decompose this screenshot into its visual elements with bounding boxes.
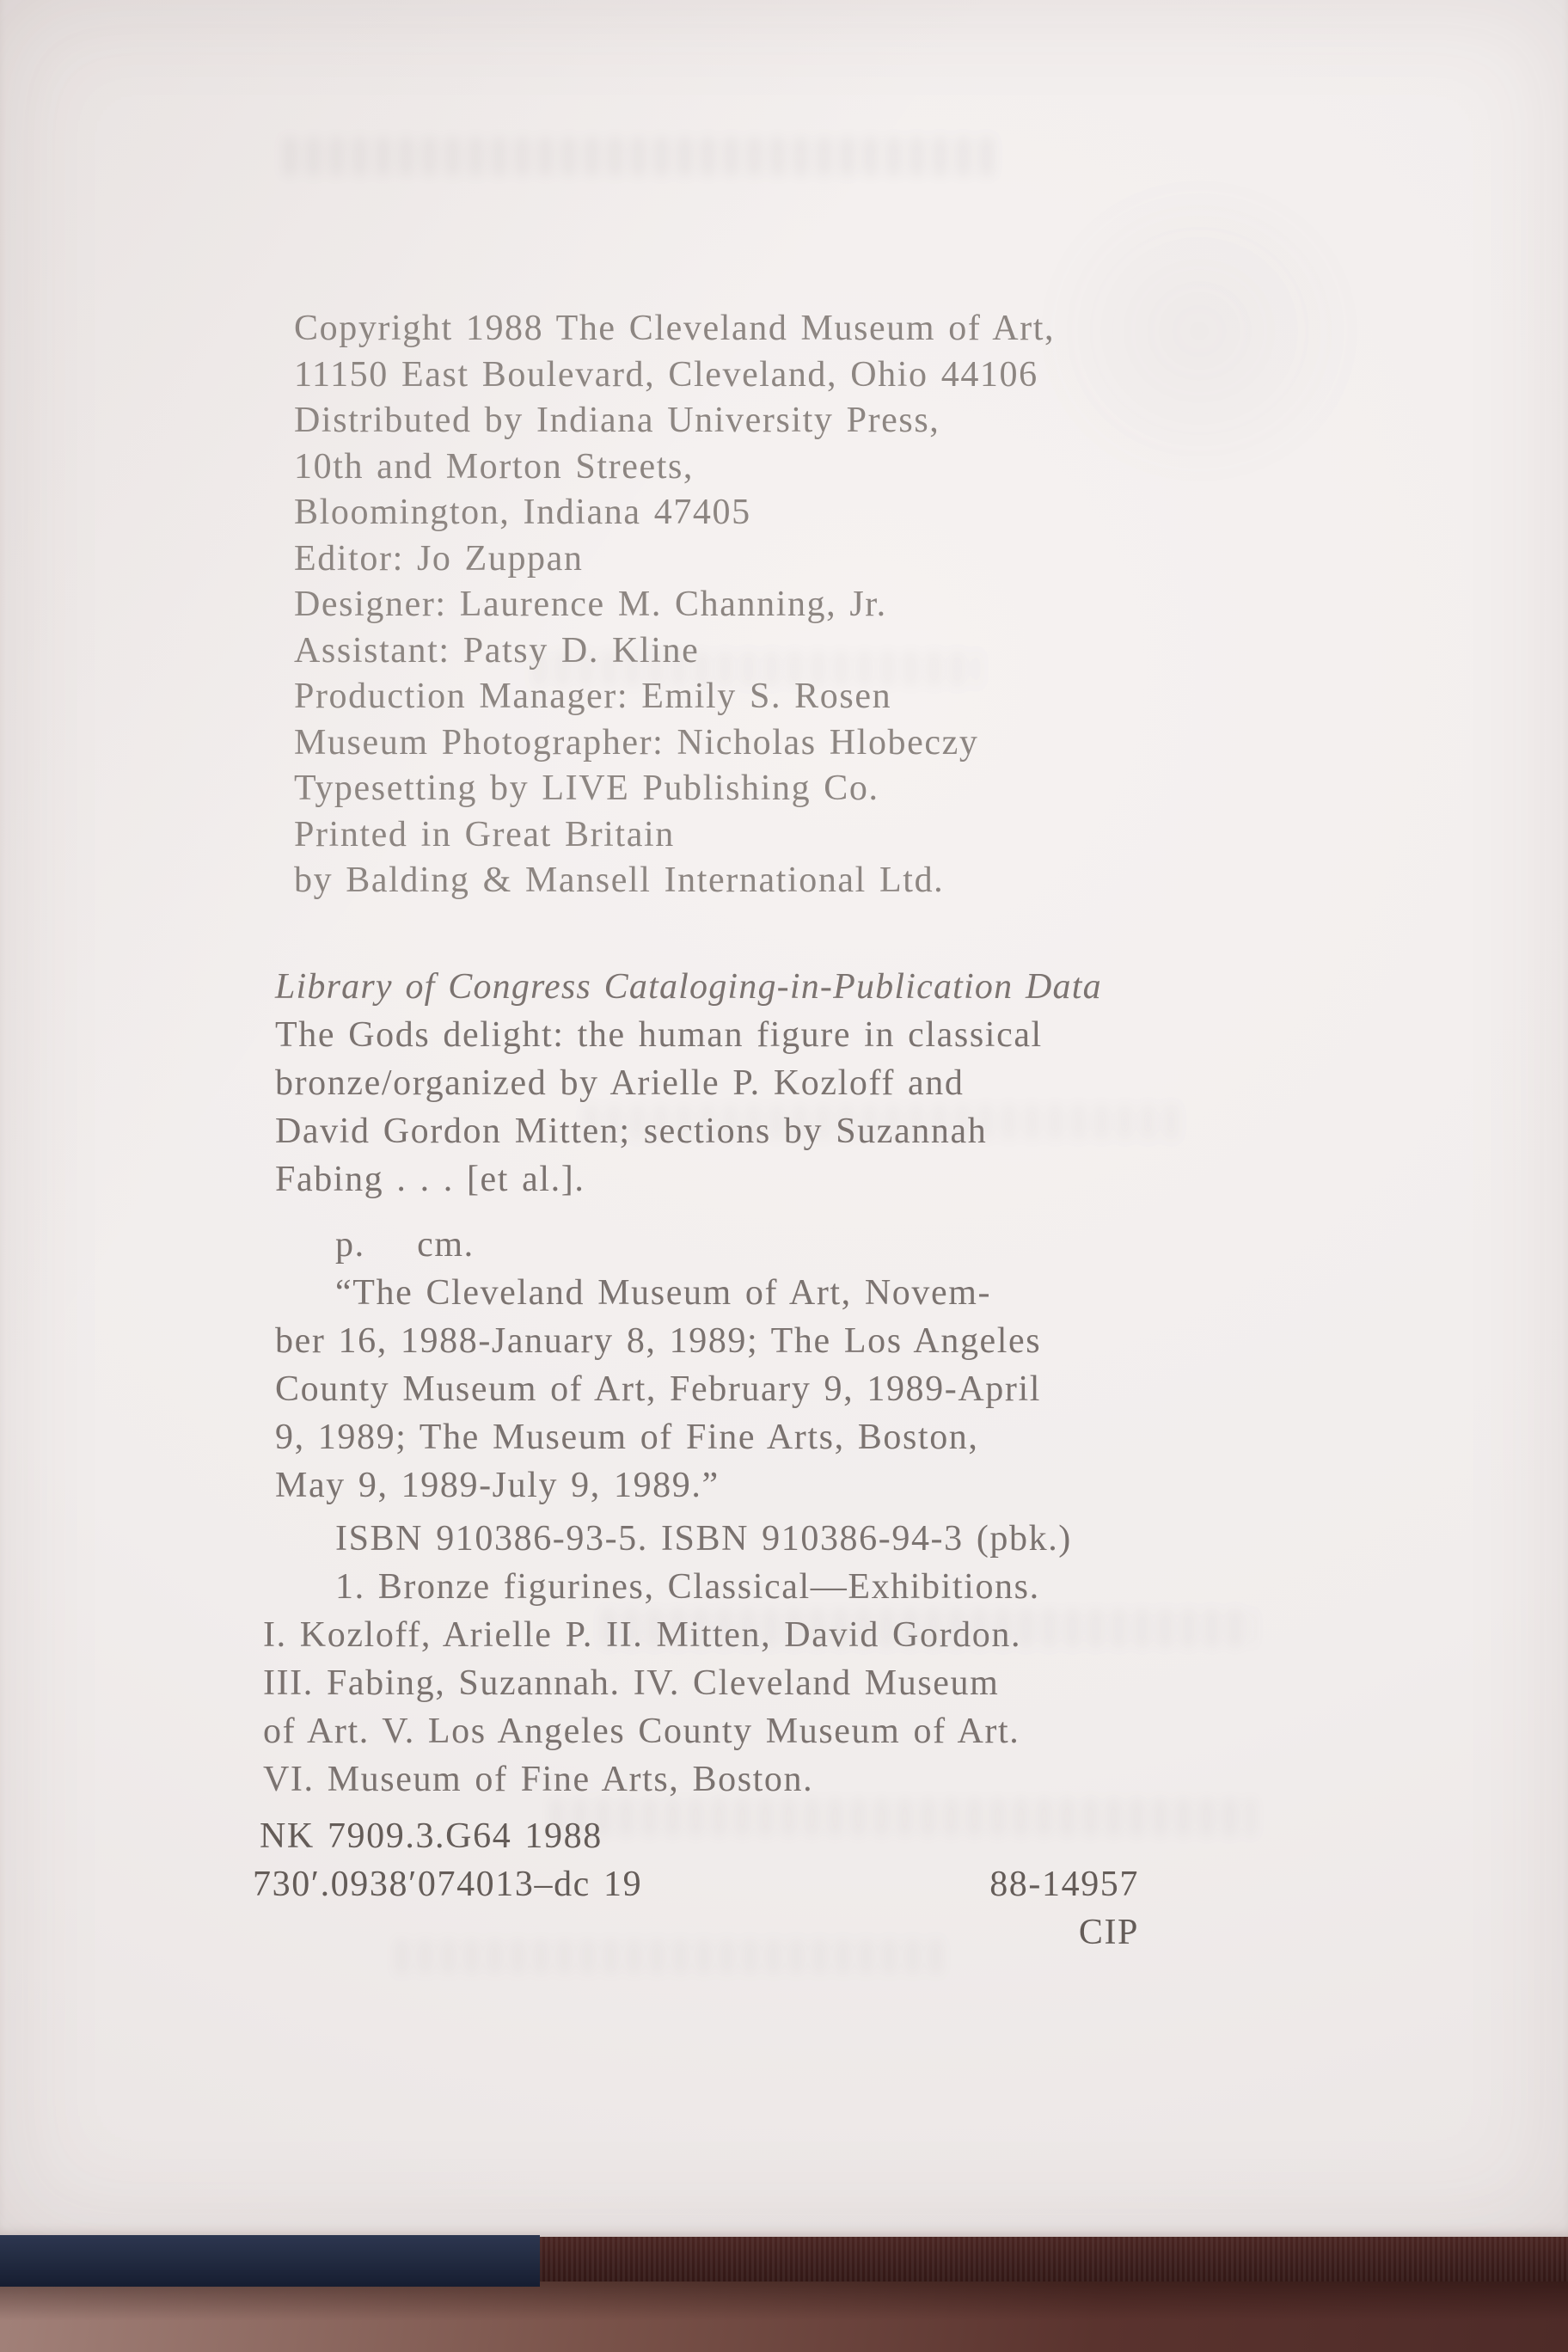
text-line: ISBN 910386-93-5. ISBN 910386-94-3 (pbk.) (335, 1519, 1072, 1559)
book-spine-navy-edge (0, 2235, 540, 2287)
ghost-showthrough (284, 138, 997, 175)
text-line: Assistant: Patsy D. Kline (294, 630, 700, 671)
colophon-block (294, 306, 1055, 904)
text-line: Typesetting by LIVE Publishing Co. (294, 769, 879, 808)
text-line: bronze/organized by Arielle P. Kozloff and (275, 1063, 965, 1103)
lc-header: Library of Congress Cataloging-in-Publication Data (275, 967, 1102, 1007)
text-line: David Gordon Mitten; sections by Suzannah (275, 1112, 988, 1151)
text-line: Editor: Jo Zuppan (294, 538, 584, 579)
text-line: The Gods delight: the human figure in classical (275, 1015, 1043, 1055)
dewey-lccn-row (253, 1860, 1139, 1908)
ghost-showthrough (1032, 172, 1367, 490)
text-line: “The Cleveland Museum of Art, Novem- (335, 1273, 992, 1313)
text-line: May 9, 1989-July 9, 1989.” (275, 1466, 720, 1505)
catalog-numbers (253, 1812, 1139, 1957)
text-line: Fabing . . . [et al.]. (275, 1160, 585, 1199)
text-line: 10th and Morton Streets, (294, 446, 695, 487)
text-line: I. Kozloff, Arielle P. II. Mitten, David Gordon. (263, 1615, 1022, 1655)
text-line: 11150 East Boulevard, Cleveland, Ohio 44106 (294, 354, 1038, 395)
text-line: Designer: Laurence M. Channing, Jr. (294, 585, 887, 624)
text-line: Printed in Great Britain (294, 814, 675, 854)
dewey-number: 730′.0938′074013–dc 19 (253, 1865, 643, 1904)
text-line: County Museum of Art, February 9, 1989-April (275, 1369, 1041, 1409)
text-line: Production Manager: Emily S. Rosen (294, 677, 892, 716)
text-line: 9, 1989; The Museum of Fine Arts, Boston, (275, 1418, 979, 1457)
book-cover-maroon-edge (540, 2237, 1568, 2282)
text-line: p. cm. (335, 1225, 475, 1265)
text-line: Bloomington, Indiana 47405 (294, 493, 751, 532)
lc-call-number: NK 7909.3.G64 1988 (260, 1816, 603, 1856)
text-line: ber 16, 1988-January 8, 1989; The Los Angeles (275, 1321, 1042, 1361)
text-line: by Balding & Mansell International Ltd. (294, 861, 945, 900)
text-line: of Art. V. Los Angeles County Museum of Art. (263, 1712, 1020, 1751)
lccn-number: 88-14957 (989, 1865, 1139, 1904)
text-line: Museum Photographer: Nicholas Hlobeczy (294, 722, 979, 763)
text-line: 1. Bronze figurines, Classical—Exhibitions. (335, 1567, 1040, 1607)
cip-label: CIP (1078, 1913, 1139, 1952)
lc-cataloging-block (253, 963, 1139, 1957)
lc-entry-lines (263, 1011, 1139, 1804)
text-line: Copyright 1988 The Cleveland Museum of Art, (294, 309, 1056, 348)
text-line: III. Fabing, Suzannah. IV. Cleveland Museum (263, 1663, 1000, 1703)
text-line: Distributed by Indiana University Press, (294, 401, 940, 440)
text-line: VI. Museum of Fine Arts, Boston. (263, 1760, 814, 1799)
